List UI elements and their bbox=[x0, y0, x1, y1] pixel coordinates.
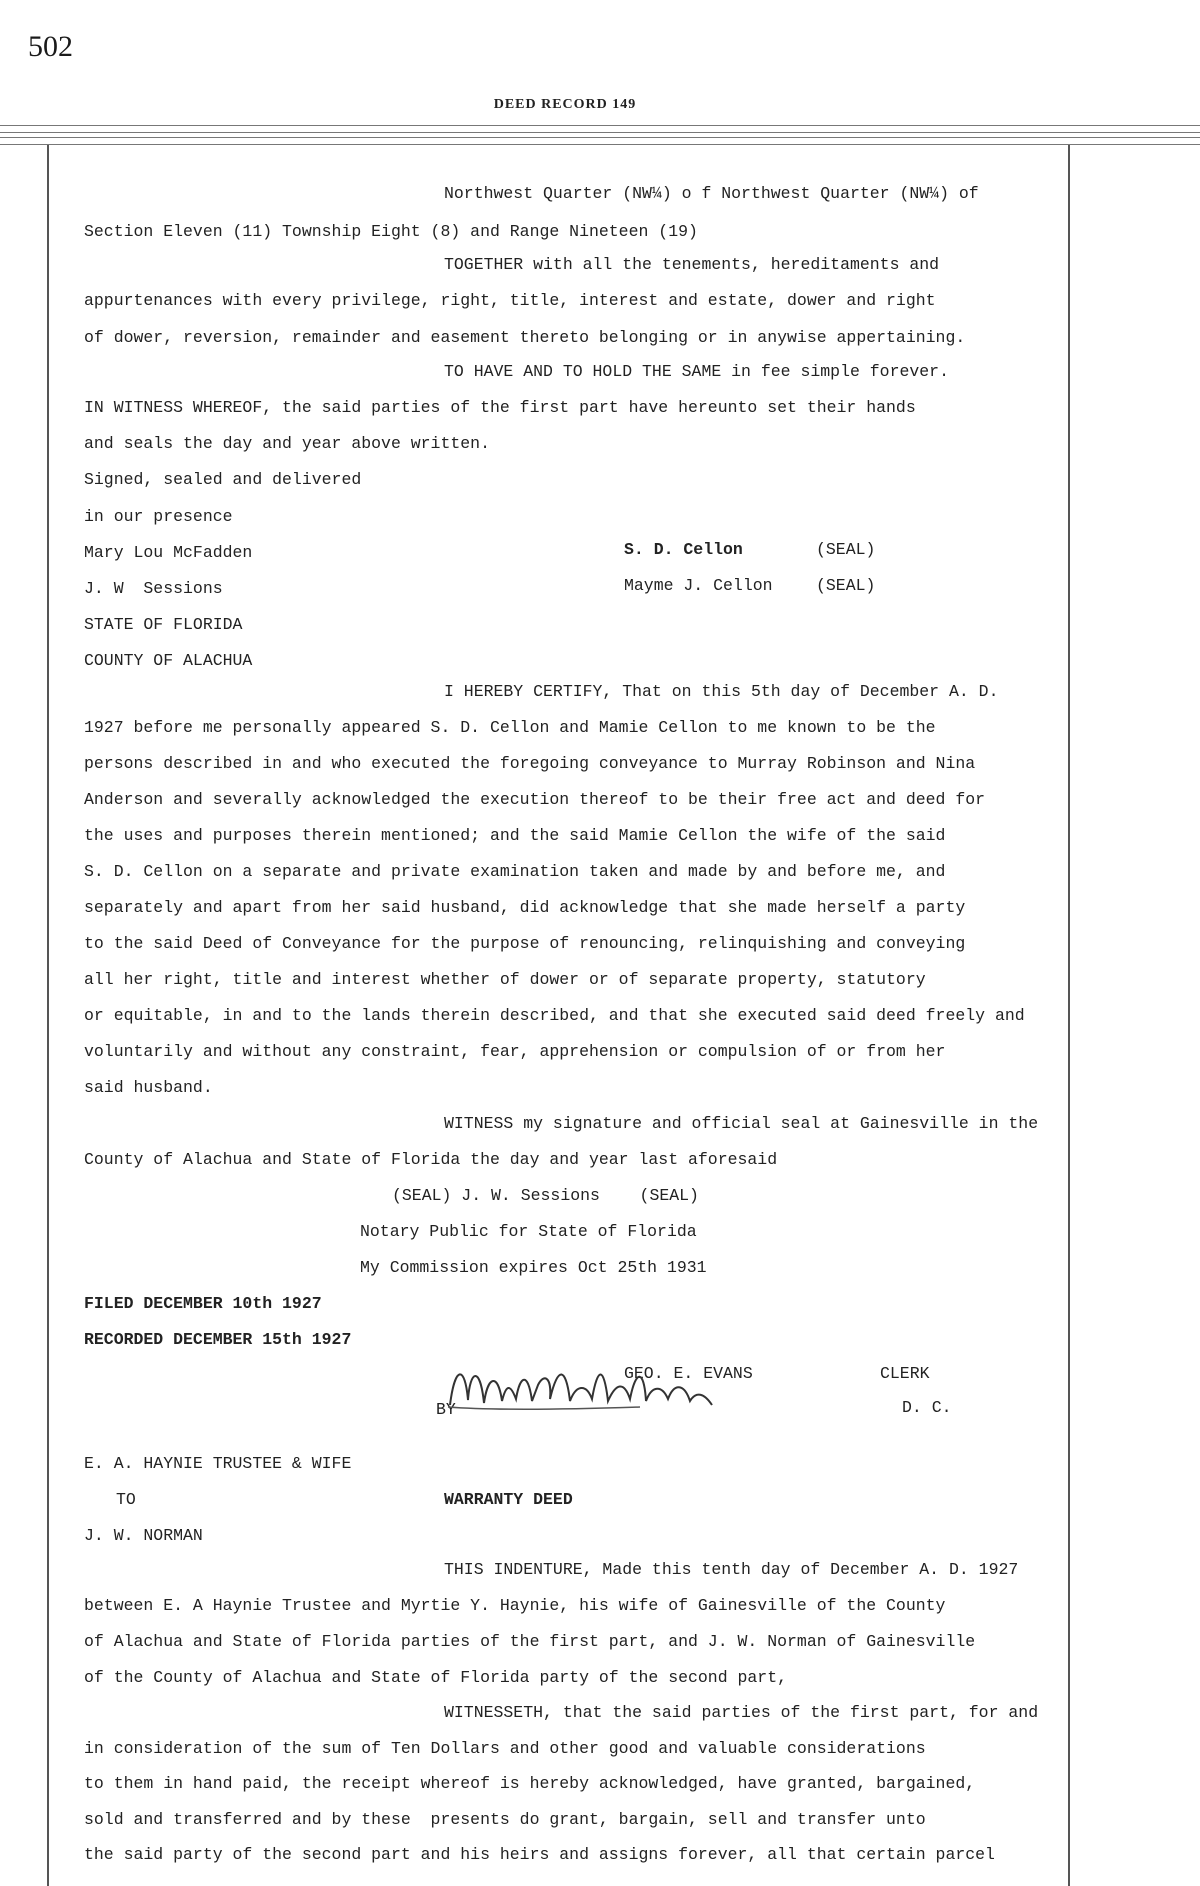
deed-line: Anderson and severally acknowledged the execution thereof to be their free act and deed for bbox=[84, 790, 986, 809]
deed-line: appurtenances with every privilege, right, title, interest and estate, dower and right bbox=[84, 291, 936, 310]
deed-line: Section Eleven (11) Township Eight (8) and Range Nineteen (19) bbox=[84, 222, 698, 241]
deed-line: County of Alachua and State of Florida the day and year last aforesaid bbox=[84, 1150, 778, 1169]
witness-name: J. W Sessions bbox=[84, 579, 223, 598]
notary-signature: (SEAL) J. W. Sessions (SEAL) bbox=[392, 1186, 699, 1205]
deputy-clerk-label: D. C. bbox=[902, 1398, 952, 1417]
filed-line: FILED DECEMBER 10th 1927 bbox=[84, 1294, 322, 1313]
deed-line: S. D. Cellon on a separate and private examination taken and made by and before me, and bbox=[84, 862, 946, 881]
witness-name: Mary Lou McFadden bbox=[84, 543, 253, 562]
seal-label: (SEAL) bbox=[816, 540, 876, 559]
deed-line: persons described in and who executed the foregoing conveyance to Murray Robinson and Nina bbox=[84, 754, 976, 773]
deed-line: and seals the day and year above written. bbox=[84, 434, 490, 453]
deed-type-heading: WARRANTY DEED bbox=[444, 1490, 573, 1509]
deed-line: Northwest Quarter (NW¼) o f Northwest Quarter (NW¼) of bbox=[444, 184, 979, 203]
deed-line: COUNTY OF ALACHUA bbox=[84, 651, 253, 670]
deed-line: sold and transferred and by these presents do grant, bargain, sell and transfer unto bbox=[84, 1810, 926, 1829]
top-rule-1 bbox=[0, 125, 1200, 126]
deed-line: of the County of Alachua and State of Florida party of the second part, bbox=[84, 1668, 788, 1687]
signer-name: S. D. Cellon bbox=[624, 540, 743, 559]
deed-line: I HEREBY CERTIFY, That on this 5th day of December A. D. bbox=[444, 682, 999, 701]
deed-line: 1927 before me personally appeared S. D. Cellon and Mamie Cellon to me known to be the bbox=[84, 718, 936, 737]
deed-line: WITNESSETH, that the said parties of the first part, for and bbox=[444, 1703, 1039, 1722]
deed-line: TOGETHER with all the tenements, hereditaments and bbox=[444, 255, 940, 274]
deed-line: to the said Deed of Conveyance for the purpose of renouncing, relinquishing and conveying bbox=[84, 934, 966, 953]
grantee-heading: J. W. NORMAN bbox=[84, 1526, 203, 1545]
clerk-title: CLERK bbox=[880, 1364, 930, 1383]
seal-label: (SEAL) bbox=[816, 576, 876, 595]
deed-line: THIS INDENTURE, Made this tenth day of December A. D. 1927 bbox=[444, 1560, 1019, 1579]
deed-line: the said party of the second part and his heirs and assigns forever, all that certain parcel bbox=[84, 1845, 995, 1864]
deed-line: WITNESS my signature and official seal at Gainesville in the bbox=[444, 1114, 1039, 1133]
deed-line: all her right, title and interest whether of dower or of separate property, statutory bbox=[84, 970, 926, 989]
deed-line: IN WITNESS WHEREOF, the said parties of the first part have hereunto set their hands bbox=[84, 398, 916, 417]
deed-line: STATE OF FLORIDA bbox=[84, 615, 243, 634]
deed-line: Signed, sealed and delivered bbox=[84, 470, 362, 489]
page-number: 502 bbox=[28, 30, 73, 63]
deed-line: said husband. bbox=[84, 1078, 213, 1097]
top-rule-4 bbox=[0, 144, 1200, 145]
deed-line: in our presence bbox=[84, 507, 233, 526]
right-margin-line bbox=[1068, 145, 1070, 1886]
deed-line: TO HAVE AND TO HOLD THE SAME in fee simple forever. bbox=[444, 362, 949, 381]
signer-name: Mayme J. Cellon bbox=[624, 576, 773, 595]
notary-commission: My Commission expires Oct 25th 1931 bbox=[360, 1258, 707, 1277]
deed-line: of dower, reversion, remainder and easement thereto belonging or in anywise appertaining. bbox=[84, 328, 966, 347]
deed-line: voluntarily and without any constraint, fear, apprehension or compulsion of or from her bbox=[84, 1042, 946, 1061]
deed-line: separately and apart from her said husband, did acknowledge that she made herself a party bbox=[84, 898, 966, 917]
top-rule-2 bbox=[0, 132, 1200, 133]
top-rule-3 bbox=[0, 137, 1200, 138]
to-heading: TO bbox=[116, 1490, 136, 1509]
grantor-heading: E. A. HAYNIE TRUSTEE & WIFE bbox=[84, 1454, 352, 1473]
by-label: BY bbox=[436, 1400, 456, 1419]
deed-line: between E. A Haynie Trustee and Myrtie Y. Haynie, his wife of Gainesville of the County bbox=[84, 1596, 946, 1615]
deed-line: or equitable, in and to the lands therein described, and that she executed said deed freely and bbox=[84, 1006, 1025, 1025]
deed-line: the uses and purposes therein mentioned; and the said Mamie Cellon the wife of the said bbox=[84, 826, 946, 845]
deed-line: in consideration of the sum of Ten Dollars and other good and valuable considerations bbox=[84, 1739, 926, 1758]
deed-line: to them in hand paid, the receipt whereof is hereby acknowledged, have granted, bargained, bbox=[84, 1774, 976, 1793]
recorded-line: RECORDED DECEMBER 15th 1927 bbox=[84, 1330, 352, 1349]
clerk-handwritten-signature bbox=[440, 1355, 720, 1425]
deed-line: of Alachua and State of Florida parties of the first part, and J. W. Norman of Gainesville bbox=[84, 1632, 976, 1651]
left-margin-line bbox=[47, 145, 49, 1886]
notary-title: Notary Public for State of Florida bbox=[360, 1222, 697, 1241]
header-title: DEED RECORD 149 bbox=[493, 97, 637, 112]
clerk-name: GEO. E. EVANS bbox=[624, 1364, 753, 1383]
